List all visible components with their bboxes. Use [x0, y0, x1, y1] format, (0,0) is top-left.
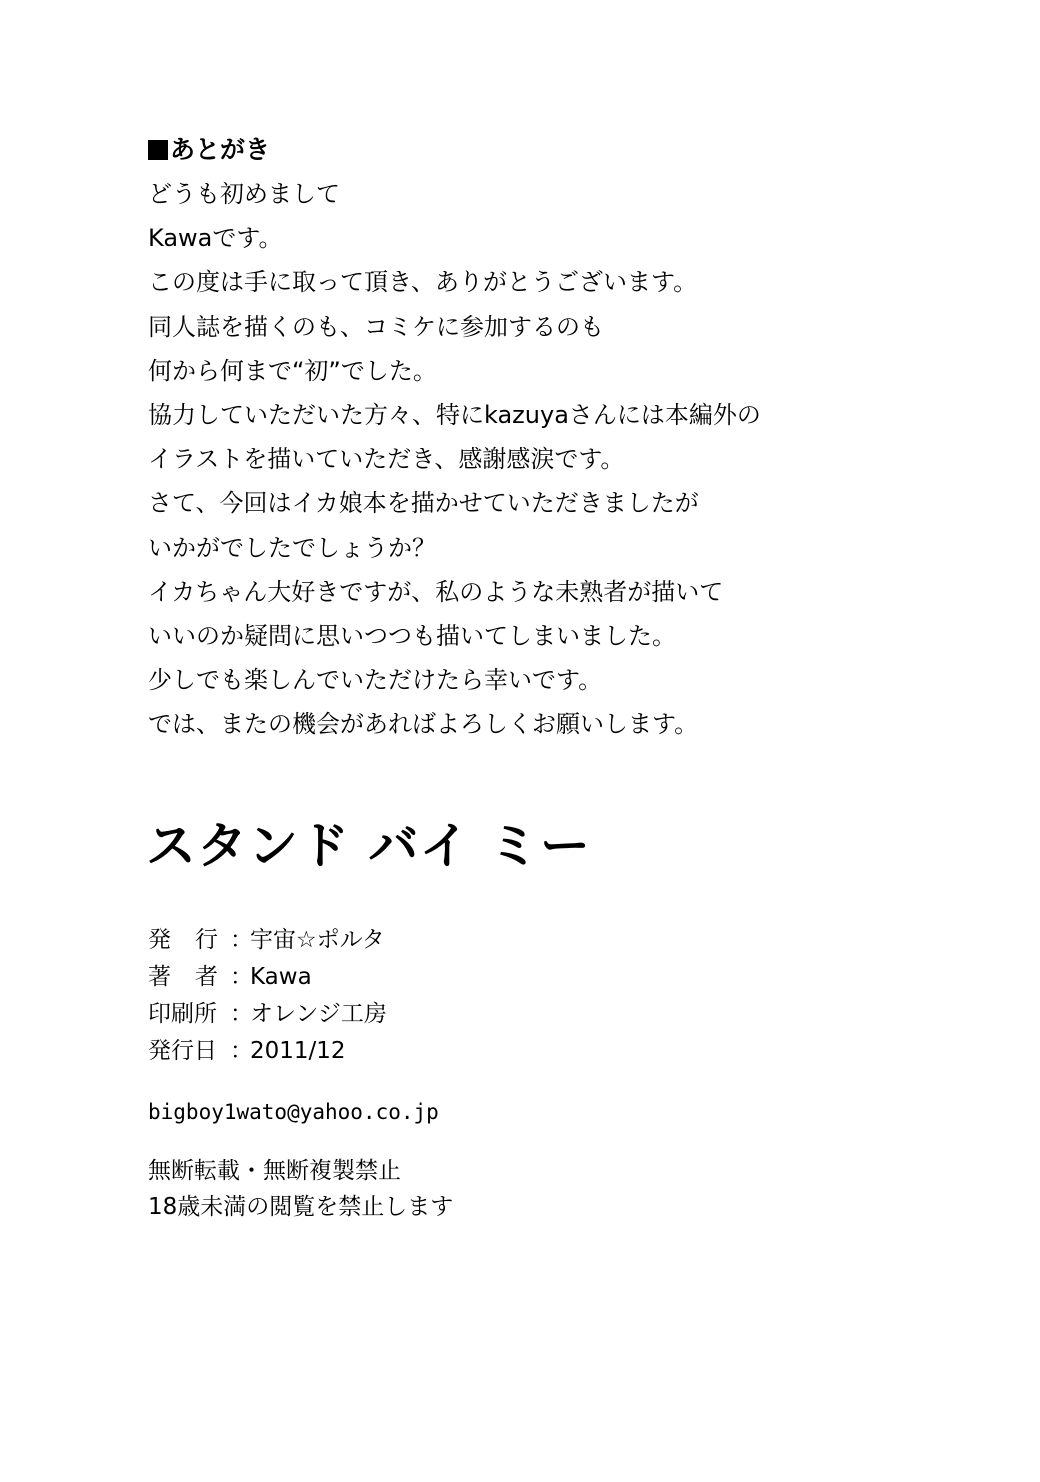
afterword-heading-text: あとがき — [170, 135, 271, 164]
afterword-line: イカちゃん大好きですが、私のような未熟者が描いて — [148, 577, 724, 606]
afterword-line: いかがでしたでしょうか？ — [148, 533, 436, 562]
colophon-publisher-row — [148, 922, 848, 959]
afterword-line: 少しでも楽しんでいただけたら幸いです。 — [148, 666, 603, 695]
colon: ： — [230, 1038, 253, 1064]
colophon-date-row — [148, 1033, 848, 1070]
author-label-char: 著 — [148, 964, 171, 990]
contact-email: bigboy1wato@yahoo.co.jp — [148, 1100, 439, 1124]
afterword-line: 同人誌を描くのも、コミケに参加するのも — [148, 312, 604, 341]
afterword-text — [148, 172, 1008, 746]
date-label: 発行日 — [148, 1038, 217, 1064]
author-value: Kawa — [250, 964, 312, 990]
printer-label: 印刷所 — [148, 1001, 217, 1027]
afterword-heading — [148, 128, 1008, 172]
afterword-line: 協力していただいた方々、特にkazuyaさんには本編外の — [148, 400, 761, 429]
publisher-label-char: 行 — [195, 927, 218, 953]
colon: ： — [230, 1001, 253, 1027]
afterword-line: イラストを描いていただき、感謝感涙です。 — [148, 445, 625, 474]
afterword-line: Kawaです。 — [148, 224, 283, 253]
publisher-label-char: 発 — [148, 927, 171, 953]
afterword-section — [148, 128, 1008, 746]
date-value: 2011/12 — [250, 1038, 346, 1064]
afterword-line: さて、今回はイカ娘本を描かせていただきましたが — [148, 489, 699, 518]
author-label — [148, 959, 218, 996]
notice-line: 無断転載・無断複製禁止 — [148, 1158, 401, 1184]
notices — [148, 1153, 453, 1225]
printer-value: オレンジ工房 — [250, 1001, 387, 1027]
afterword-line: 何から何まで“初”でした。 — [148, 356, 437, 385]
book-title: スタンド バイ ミー — [146, 817, 591, 875]
publisher-value: 宇宙☆ポルタ — [250, 927, 385, 953]
publisher-label — [148, 922, 218, 959]
colophon — [148, 922, 848, 1070]
afterword-line: この度は手に取って頂き、ありがとうございます。 — [148, 268, 698, 297]
afterword-line: いいのか疑問に思いつつも描いてしまいました。 — [148, 621, 676, 650]
author-label-char: 者 — [195, 964, 218, 990]
afterword-line: では、またの機会があればよろしくお願いします。 — [148, 710, 699, 739]
colophon-author-row — [148, 959, 848, 996]
notice-line: 18歳未満の閲覧を禁止します — [148, 1194, 454, 1220]
colon: ： — [230, 927, 253, 953]
afterword-line: どうも初めまして — [148, 180, 340, 208]
colon: ： — [230, 964, 253, 990]
colophon-printer-row — [148, 996, 848, 1033]
black-square-icon — [148, 140, 168, 160]
